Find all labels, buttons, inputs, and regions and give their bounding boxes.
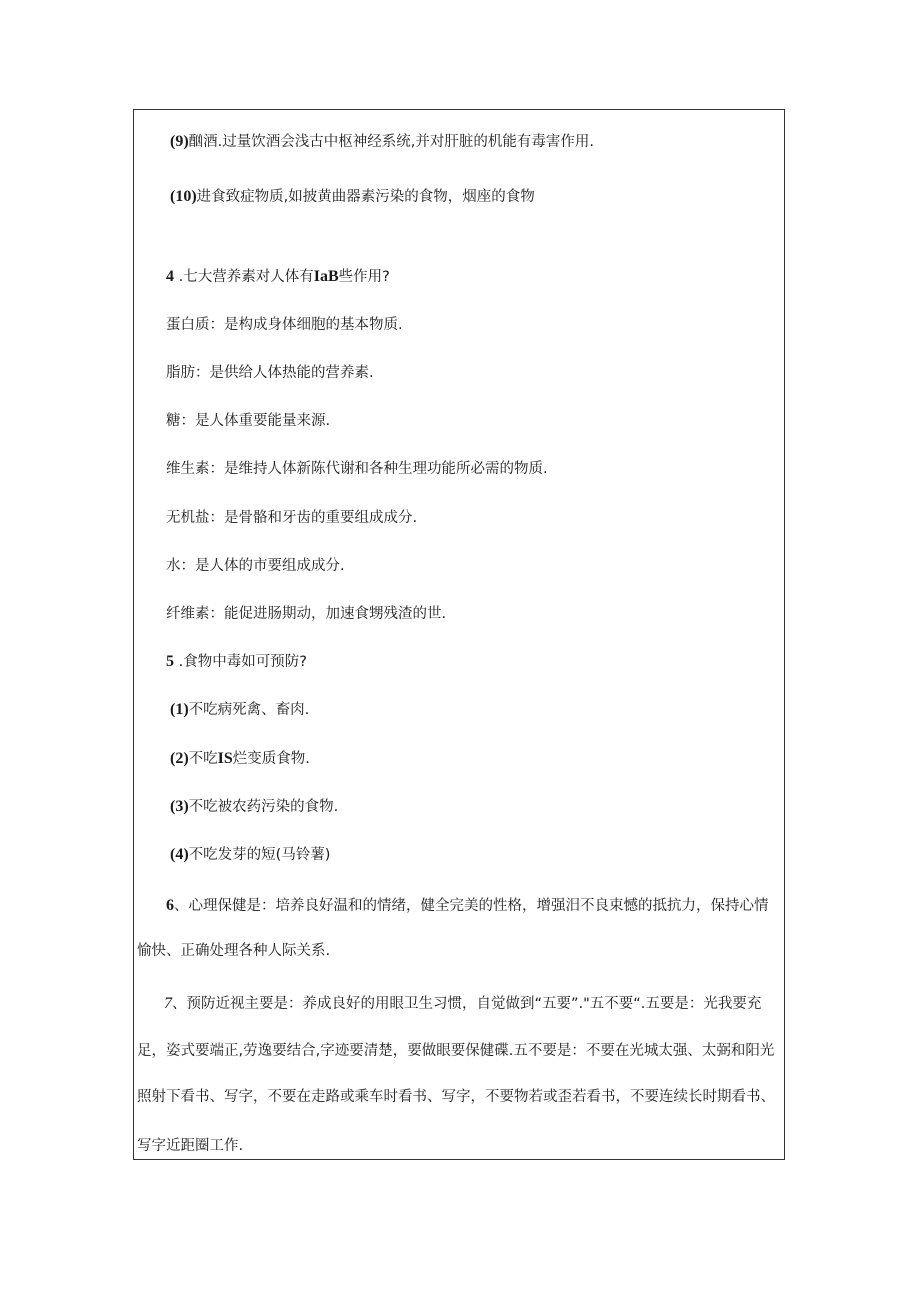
nutrient-vitamin: [166, 459, 548, 479]
section-4-heading: [166, 267, 390, 287]
item-text: 烂变质食物.: [232, 751, 310, 767]
paragraph-text: 足，姿式要端正,劳逸要结合,字迹要清楚，要做眼要保健碟.五不要是：不要在光城太强、太弼和阳光: [137, 1043, 775, 1059]
item-text: 不吃: [188, 751, 218, 767]
nutrient-text: 无机盐：是骨骼和牙齿的重要组成成分.: [166, 510, 418, 526]
section-number: 6: [166, 897, 174, 914]
paragraph-text: 写字近距圈工作.: [137, 1138, 244, 1154]
section-7-line-4: [137, 1136, 243, 1156]
section-number: 5: [166, 653, 174, 670]
prevent-item-2: [170, 749, 310, 769]
prevent-item-4: [170, 845, 330, 865]
item-number: (3): [170, 798, 189, 815]
item-number: (2): [170, 750, 189, 767]
nutrient-text: 维生素：是维持人体新陈代谢和各种生理功能所必需的物质.: [166, 461, 548, 477]
paragraph-text: 、预防近视主要是：养成良好的用眼卫生习惯，自觉做到“五要”."五不要“.五要是：光我要充: [172, 996, 762, 1012]
heading-text: 些作用?: [338, 269, 390, 285]
item-10: [170, 187, 535, 207]
section-7-line-1: [164, 994, 761, 1014]
item-latin: IS: [217, 750, 233, 767]
paragraph-text: 、心理保健是：培养良好温和的情绪，健全完美的性格，增强汨不良束憾的抵抗力，保持心情: [174, 898, 769, 914]
item-text: 不吃发芽的短(马铃薯): [188, 847, 331, 863]
section-6-line-1: [166, 896, 769, 916]
nutrient-text: 水：是人体的市要组成成分.: [166, 558, 345, 574]
paragraph-text: 照射下看书、写字，不要在走路或乘车时看书、写字，不要物若或歪若看书，不要连续长时期看书、: [137, 1089, 775, 1105]
nutrient-text: 糖：是人体重要能量来源.: [166, 413, 331, 429]
section-6-line-2: [137, 941, 330, 961]
item-number: (4): [170, 846, 189, 863]
section-number: 4: [166, 268, 174, 285]
nutrient-text: 纤维素：能促进肠期动，加速食甥残渣的世.: [166, 606, 447, 622]
nutrient-text: 脂肪：是供给人体热能的营养素.: [166, 365, 374, 381]
nutrient-sugar: [166, 411, 330, 431]
item-text: 不吃被农药污染的食物.: [188, 799, 339, 815]
nutrient-fat: [166, 363, 374, 383]
paragraph-text: 愉快、正确处理各种人际关系.: [137, 943, 331, 959]
nutrient-text: 蛋白质：是构成身体细胞的基本物质.: [166, 317, 403, 333]
item-text: 进食致症物质,如披黄曲器素污染的食物，烟座的食物: [196, 189, 535, 205]
heading-text: .食物中毒如可预防?: [174, 654, 307, 670]
item-9: [170, 132, 594, 152]
section-number: 7: [164, 995, 172, 1012]
prevent-item-1: [170, 700, 309, 720]
heading-text: .七大营养素对人体有: [174, 269, 314, 285]
nutrient-mineral: [166, 508, 417, 528]
item-text: 酗酒.过量饮酒会浅古中枢神经系统,并对肝脏的机能有毒害作用.: [188, 134, 594, 150]
heading-latin: IaB: [313, 268, 339, 285]
item-number: (10): [170, 188, 197, 205]
nutrient-fiber: [166, 604, 446, 624]
section-5-heading: [166, 652, 307, 672]
nutrient-protein: [166, 315, 403, 335]
prevent-item-3: [170, 797, 338, 817]
item-text: 不吃病死禽、畜肉.: [188, 702, 310, 718]
nutrient-water: [166, 556, 345, 576]
item-number: (1): [170, 701, 189, 718]
section-7-line-2: [137, 1041, 774, 1061]
section-7-line-3: [137, 1087, 775, 1107]
item-number: (9): [170, 133, 189, 150]
